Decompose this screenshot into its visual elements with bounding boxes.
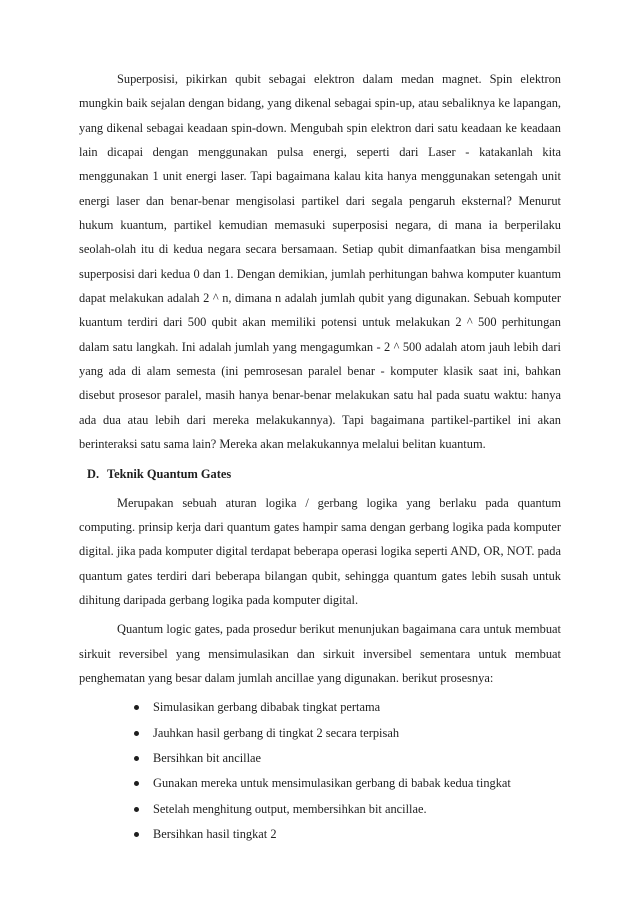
bullet-icon [134, 756, 139, 761]
list-item-text: Bersihkan bit ancillae [153, 751, 262, 766]
list-item [134, 695, 561, 720]
paragraph-logic-gates: Quantum logic gates, pada prosedur berikut menunjukan bagaimana cara untuk membuat sirkuit reversibel yang mensimulasikan dan sirkuit inversibel sementara untuk membuat penghematan yang besar dalam jumlah ancillae yang digunakan. berikut prosesnya: [79, 622, 561, 685]
bullet-icon [134, 731, 139, 736]
paragraph-superposition: Superposisi, pikirkan qubit sebagai elektron dalam medan magnet. Spin elektron mungkin baik sejalan dengan bidang, yang dikenal sebagai spin-up, atau sebaliknya ke lapangan, yang dikenal sebagai keadaan spin-down. Mengubah spin elektron dari satu keadaan ke keadaan lain dicapai dengan menggunakan pulsa energi, seperti dari Laser - katakanlah kita menggunakan 1 unit energi laser. Tapi bagaimana kalau kita hanya menggunakan setengah unit energi laser dan benar-benar mengisolasi partikel dari segala pengaruh eksternal? Menurut hukum kuantum, partikel kemudian memasuki superposisi negara, di mana ia berperilaku seolah-olah itu di kedua negara secara bersamaan. Setiap qubit dimanfaatkan bisa mengambil superposisi dari kedua 0 dan 1. Dengan demikian, jumlah perhitungan bahwa komputer kuantum dapat melakukan adalah 2 ^ n, dimana n adalah jumlah qubit yang digunakan. Sebuah komputer kuantum terdiri dari 500 qubit akan memiliki potensi untuk melakukan 2 ^ 500 perhitungan dalam satu langkah. Ini adalah jumlah yang mengagumkan - 2 ^ 500 adalah atom jauh lebih dari yang ada di alam semesta (ini pemrosesan paralel benar - komputer klasik saat ini, bahkan disebut prosesor paralel, masih hanya benar-benar melakukan satu hal pada suatu waktu: hanya ada dua atau lebih dari mereka melakukannya). Tapi bagaimana partikel-partikel ini akan berinteraksi satu sama lain? Mereka akan melakukannya melalui belitan kuantum. [79, 72, 561, 452]
list-item [134, 771, 561, 796]
section-letter: D. [87, 466, 100, 481]
list-item [134, 797, 561, 822]
bullet-icon [134, 807, 139, 812]
list-item-text: Gunakan mereka untuk mensimulasikan gerbang di babak kedua tingkat [153, 776, 511, 791]
list-item-text: Simulasikan gerbang dibabak tingkat pertama [153, 700, 381, 715]
section-heading [87, 462, 561, 486]
list-item-text: Bersihkan hasil tingkat 2 [153, 827, 277, 842]
list-item [134, 746, 561, 771]
list-item-text: Jauhkan hasil gerbang di tingkat 2 secara terpisah [153, 725, 400, 740]
list-item [134, 822, 561, 847]
paragraph-quantum-gates: Merupakan sebuah aturan logika / gerbang logika yang berlaku pada quantum computing. prinsip kerja dari quantum gates hampir sama dengan gerbang logika pada komputer digital. jika pada komputer digital terdapat beberapa operasi logika seperti AND, OR, NOT. pada quantum gates terdiri dari beberapa bilangan qubit, sehingga quantum gates lebih susah untuk dihitung daripada gerbang logika pada komputer digital. [79, 495, 561, 607]
bullet-icon [134, 705, 139, 710]
section-title: Teknik Quantum Gates [107, 466, 232, 481]
process-list [79, 695, 561, 847]
bullet-icon [134, 781, 139, 786]
list-item-text: Setelah menghitung output, membersihkan bit ancillae. [153, 801, 427, 816]
list-item [134, 721, 561, 746]
bullet-icon [134, 832, 139, 837]
